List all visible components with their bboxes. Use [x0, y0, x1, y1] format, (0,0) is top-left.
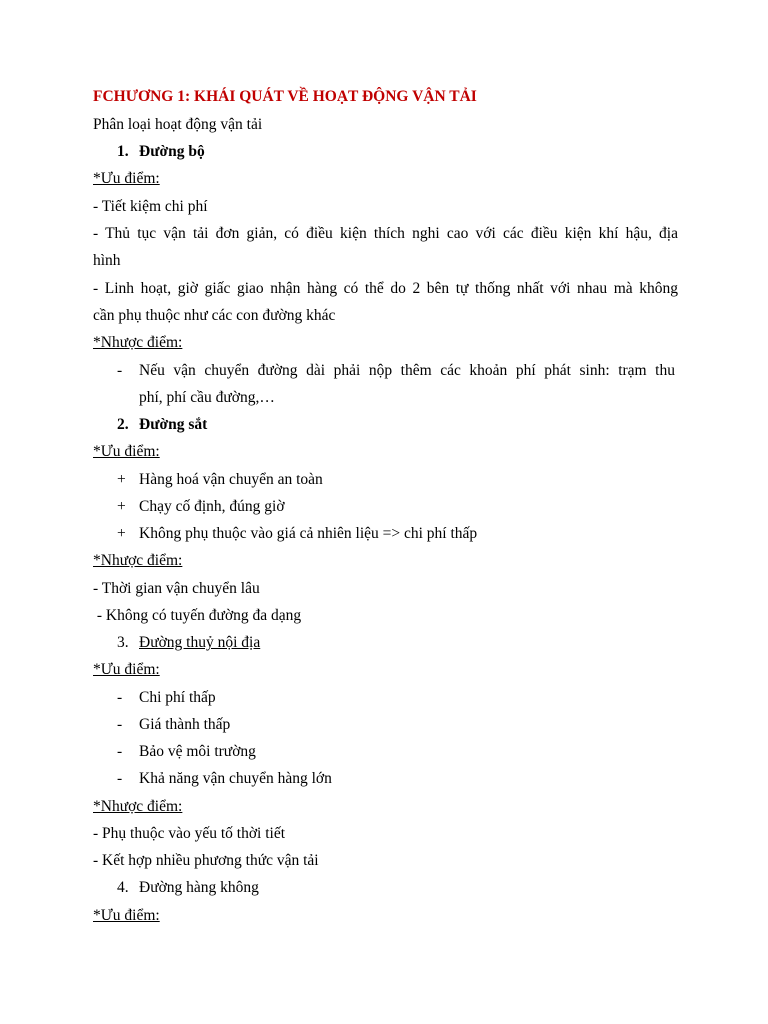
- waterway-pro-text: Khả năng vận chuyển hàng lớn: [139, 770, 332, 787]
- waterway-pro-item: [117, 715, 702, 735]
- heading-road: [117, 142, 702, 162]
- waterway-cons-label: *Nhược điểm:: [93, 798, 183, 815]
- rail-pro-text: Chạy cố định, đúng giờ: [139, 498, 285, 515]
- heading-text: Đường thuỷ nội địa: [139, 634, 261, 651]
- rail-con-item: - Không có tuyến đường đa dạng: [93, 607, 302, 624]
- section-subtitle: Phân loại hoạt động vận tải: [93, 116, 263, 133]
- road-con-item: [117, 361, 677, 381]
- dash-marker: -: [117, 716, 123, 733]
- rail-pro-text: Không phụ thuộc vào giá cả nhiên liệu => chi phí thấp: [139, 525, 478, 542]
- rail-pro-text: Hàng hoá vận chuyển an toàn: [139, 471, 323, 488]
- road-pro-item: - Linh hoạt, giờ giấc giao nhận hàng có thể do 2 bên tự thống nhất với nhau mà không: [93, 280, 678, 297]
- air-pros-label: *Ưu điểm:: [93, 907, 160, 924]
- waterway-con-item: - Kết hợp nhiều phương thức vận tải: [93, 852, 319, 869]
- road-con-text: Nếu vận chuyển đường dài phải nộp thêm các khoản phí phát sinh: trạm thu: [139, 362, 675, 379]
- heading-waterway: [117, 633, 702, 653]
- heading-text: Đường hàng không: [139, 879, 259, 896]
- heading-number: 2.: [117, 416, 129, 433]
- waterway-pros-label: *Ưu điểm:: [93, 661, 160, 678]
- road-cons-label: *Nhược điểm:: [93, 334, 183, 351]
- dash-marker: -: [117, 362, 123, 379]
- dash-marker: -: [117, 770, 123, 787]
- dash-marker: -: [117, 743, 123, 760]
- heading-number: 4.: [117, 879, 129, 896]
- waterway-pro-item: [117, 688, 702, 708]
- road-con-item-cont: phí, phí cầu đường,…: [139, 389, 275, 406]
- road-pro-item: - Thủ tục vận tải đơn giản, có điều kiện thích nghi cao với các điều kiện khí hậu, địa: [93, 225, 678, 242]
- waterway-pro-item: [117, 742, 702, 762]
- heading-rail: [117, 415, 702, 435]
- heading-number: 1.: [117, 143, 129, 160]
- plus-marker: +: [117, 471, 126, 488]
- plus-marker: +: [117, 525, 126, 542]
- road-pros-label: *Ưu điểm:: [93, 170, 160, 187]
- plus-marker: +: [117, 498, 126, 515]
- chapter-title: FCHƯƠNG 1: KHÁI QUÁT VỀ HOẠT ĐỘNG VẬN TẢI: [93, 88, 477, 105]
- waterway-pro-text: Giá thành thấp: [139, 716, 231, 733]
- rail-pros-label: *Ưu điểm:: [93, 443, 160, 460]
- dash-marker: -: [117, 689, 123, 706]
- road-pro-item-cont: hình: [93, 252, 121, 269]
- heading-text: Đường sắt: [139, 416, 208, 433]
- rail-pro-item: [117, 524, 702, 544]
- heading-number: 3.: [117, 634, 129, 651]
- heading-text: Đường bộ: [139, 143, 205, 160]
- rail-pro-item: [117, 470, 702, 490]
- road-pro-item-cont: cần phụ thuộc như các con đường khác: [93, 307, 336, 324]
- heading-air: [117, 878, 702, 898]
- rail-con-item: - Thời gian vận chuyển lâu: [93, 580, 260, 597]
- waterway-pro-text: Chi phí thấp: [139, 689, 216, 706]
- waterway-con-item: - Phụ thuộc vào yếu tố thời tiết: [93, 825, 286, 842]
- waterway-pro-item: [117, 769, 702, 789]
- rail-pro-item: [117, 497, 702, 517]
- road-pro-item: - Tiết kiệm chi phí: [93, 198, 208, 215]
- rail-cons-label: *Nhược điểm:: [93, 552, 183, 569]
- waterway-pro-text: Bảo vệ môi trường: [139, 743, 256, 760]
